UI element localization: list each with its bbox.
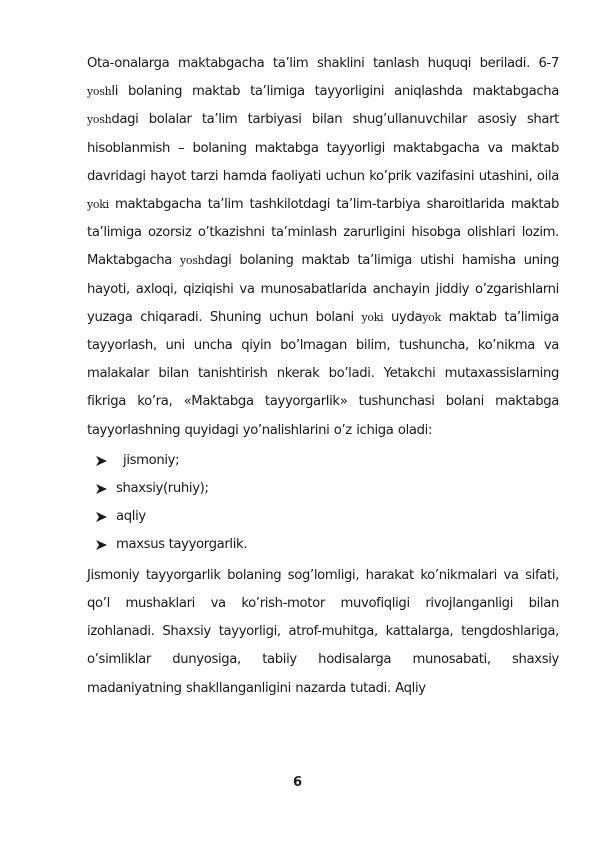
list-item [87,447,559,475]
list-item [87,503,559,531]
text-segment: maktab ta’limiga tayyorlash, uni uncha qiyin bo’lmagan bilim, tushuncha, ko’nikma va malakalar bilan tanishtirish nkerak bo’ladi. Yetakchi mutaxassislarning fikriga ko’ra, «Maktabga tayyorgarlik» tushunchasi bolani maktabga tayyorlashning quyidagi yo’nalishlarini o’z ichiga oladi: [87,309,559,438]
document-body [87,50,559,703]
text-segment: dagi bolaning maktab ta’limiga utishi hamisha uning hayoti, axloqi, qiziqishi va munosabatlarida anchayin jiddiy o’zgarishlarni yuzaga chiqaradi. Shuning uchun bolani [87,253,559,325]
arrowhead-bullet-icon [95,511,108,523]
serif-word: yoki [87,198,109,212]
serif-word: yok [422,310,441,324]
text-segment: Ota-onalarga maktabgacha ta’lim shaklini tanlash huquqi beriladi. 6-7 [87,56,559,71]
serif-word: yosh [87,113,112,127]
serif-word: yosh [179,254,205,268]
readiness-list [87,447,559,559]
serif-word: yosh [87,85,112,99]
list-item-label: maxsus tayyorgarlik. [116,536,248,552]
arrowhead-bullet-icon [95,455,108,467]
arrowhead-bullet-icon [95,483,108,495]
serif-word: yoki [361,310,384,324]
list-item-label: jismoniy; [123,452,180,468]
page-number: 6 [292,775,303,790]
text-segment: dagi bolalar ta’lim tarbiyasi bilan shug’ullanuvchilar asosiy shart hisoblanmish – bolaning maktabga tayyorligi maktabgacha va maktab davridagi hayot tarzi hamda faoliyati uchun ko’prik vazifasini utashini, oila [87,112,559,184]
arrowhead-bullet-icon [95,539,108,551]
text-segment: uyda [383,309,423,325]
list-item [87,531,559,559]
list-item-label: aqliy [116,508,146,524]
text-segment: li bolaning maktab ta’limiga tayyorligini aniqlashda maktabgacha [111,84,559,100]
list-item-label: shaxsiy(ruhiy); [116,480,209,496]
list-item [87,475,559,503]
paragraph-readiness: Jismoniy tayyorgarlik bolaning sog’lomligi, harakat ko’nikmalari va sifati, qo’l mushaklari va ko’rish-motor muvofiqligi rivojlanganligi bilan izohlanadi. Shaxsiy tayyorligi, atrof-muhitga, kattalarga, tengdoshlariga, o’simliklar dunyosiga, tabiiy hodisalarga munosabati, shaxsiy madaniyatning shakllanganligini nazarda tutadi. Aqliy [87,567,559,696]
text-segment: maktabgacha ta’lim tashkilotdagi ta’lim-tarbiya sharoitlarida maktab ta’limiga ozorsiz o’tkazishni ta’minlash zarurligini hisobga olishlari lozim. Maktabgacha [87,197,559,269]
paragraph-intro [87,50,559,445]
